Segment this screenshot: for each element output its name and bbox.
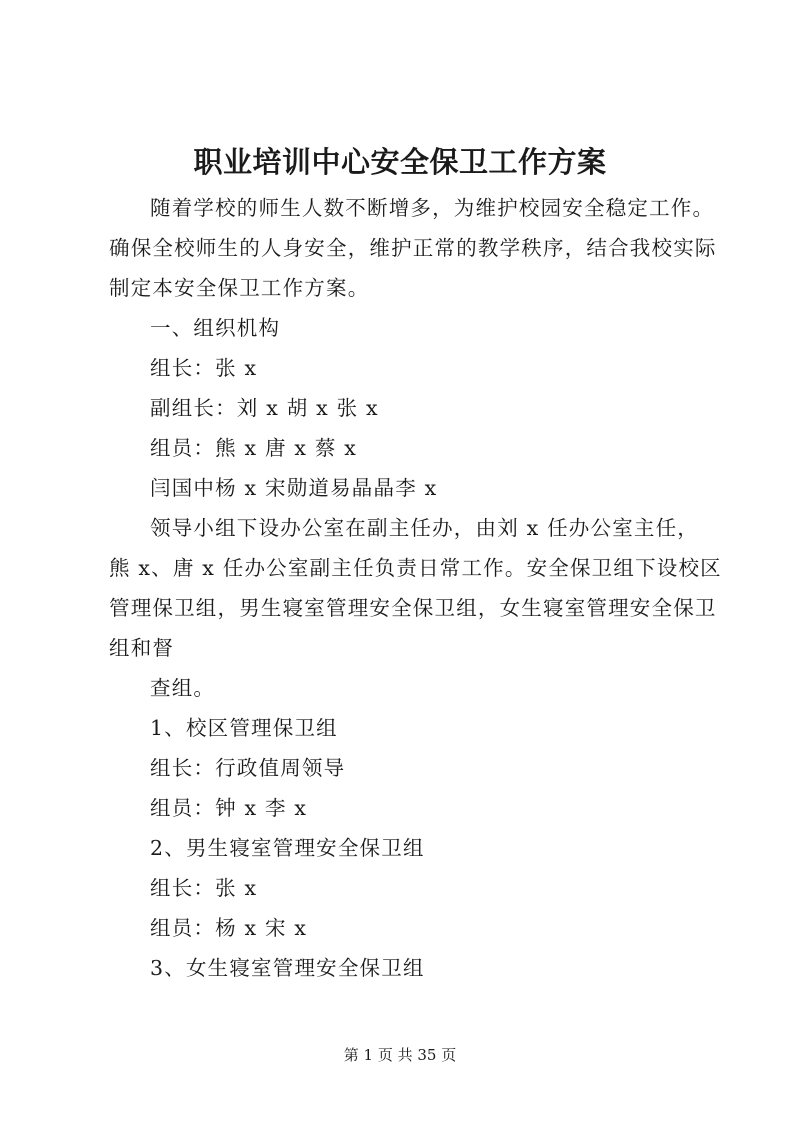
document-title: 职业培训中心安全保卫工作方案 — [193, 145, 607, 179]
paragraph-line: 副组长：刘 x 胡 x 张 x — [150, 396, 379, 420]
paragraph-line: 管理保卫组，男生寝室管理安全保卫组，女生寝室管理安全保卫 — [109, 596, 717, 620]
paragraph-line: 闫国中杨 x 宋勋道易晶晶李 x — [150, 476, 438, 500]
paragraph-line: 组员：杨 x 宋 x — [150, 916, 308, 940]
paragraph-line: 随着学校的师生人数不断增多，为维护校园安全稳定工作。 — [150, 196, 715, 220]
paragraph-line: 查组。 — [150, 676, 216, 700]
paragraph-line: 组长：行政值周领导 — [150, 756, 346, 780]
paragraph-line: 制定本安全保卫工作方案。 — [109, 276, 370, 300]
section-heading: 1、校区管理保卫组 — [150, 716, 338, 740]
section-heading: 3、女生寝室管理安全保卫组 — [150, 956, 425, 980]
paragraph-line: 组员：钟 x 李 x — [150, 796, 308, 820]
paragraph-line: 组和督 — [109, 636, 175, 660]
paragraph-line: 组长：张 x — [150, 876, 258, 900]
page-number-footer: 第 1 页 共 35 页 — [343, 1046, 457, 1064]
section-heading: 一、组织机构 — [150, 316, 281, 340]
paragraph-line: 组长：张 x — [150, 356, 258, 380]
paragraph-line: 领导小组下设办公室在副主任办，由刘 x 任办公室主任， — [150, 516, 699, 540]
section-heading: 2、男生寝室管理安全保卫组 — [150, 836, 425, 860]
paragraph-line: 确保全校师生的人身安全，维护正常的教学秩序，结合我校实际 — [109, 236, 717, 260]
paragraph-line: 组员：熊 x 唐 x 蔡 x — [150, 436, 358, 460]
paragraph-line: 熊 x、唐 x 任办公室副主任负责日常工作。安全保卫组下设校区 — [109, 556, 722, 580]
